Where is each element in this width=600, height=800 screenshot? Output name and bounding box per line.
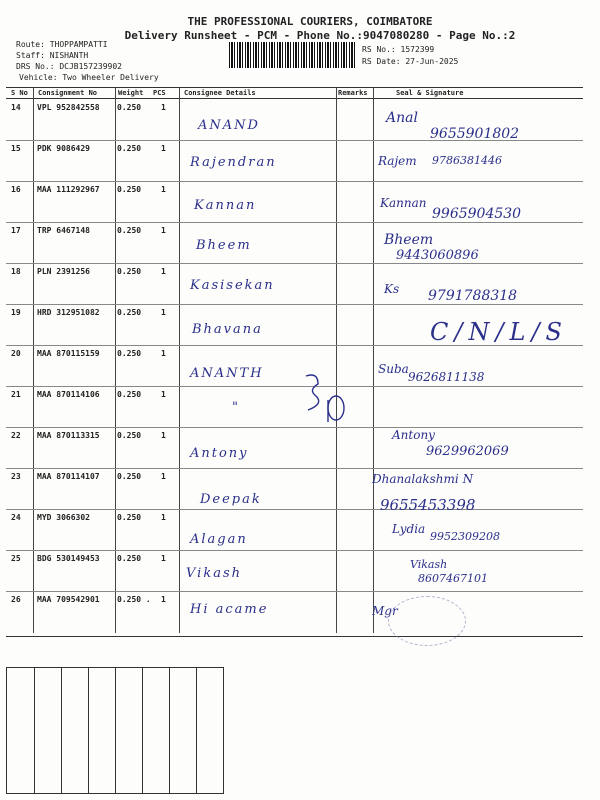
row-pcs: 1 xyxy=(161,226,166,235)
route-label: Route: THOPPAMPATTI xyxy=(16,40,108,49)
row-weight: 0.250 xyxy=(117,349,142,358)
handwritten-consignee: Kasisekan xyxy=(190,278,275,293)
row-weight: 0.250 xyxy=(117,431,142,440)
signature: Kannan xyxy=(380,196,427,210)
bottom-grid-box xyxy=(6,667,224,794)
signature-phone: 9655453398 xyxy=(380,496,476,514)
signature-phone: 9629962069 xyxy=(426,444,509,459)
table-row xyxy=(6,222,583,263)
row-sno: 22 xyxy=(11,431,21,440)
row-weight: 0.250 xyxy=(117,185,142,194)
row-sno: 16 xyxy=(11,185,21,194)
signature: Antony xyxy=(392,428,435,442)
row-consignment: PDK 9086429 xyxy=(37,144,90,153)
row-pcs: 1 xyxy=(161,595,166,604)
company-title: THE PROFESSIONAL COURIERS, COIMBATORE xyxy=(187,15,433,28)
handwritten-consignee: ANANTH xyxy=(190,366,264,381)
row-sno: 21 xyxy=(11,390,21,399)
table-bottom-line xyxy=(6,636,583,637)
signature: Dhanalakshmi N xyxy=(372,472,474,486)
drs-number: DRS No.: DCJB157239902 xyxy=(16,62,122,71)
row-weight: 0.250 xyxy=(117,554,142,563)
row-sno: 24 xyxy=(11,513,21,522)
table-row xyxy=(6,591,583,632)
row-weight: 0.250 xyxy=(117,308,142,317)
row-line xyxy=(6,509,583,510)
row-weight: 0.250 . xyxy=(117,595,151,604)
table-row xyxy=(6,468,583,509)
col-pcs: PCS xyxy=(153,89,166,97)
row-pcs: 1 xyxy=(161,390,166,399)
row-sno: 15 xyxy=(11,144,21,153)
grid-divider xyxy=(115,668,116,793)
row-pcs: 1 xyxy=(161,103,166,112)
signature: Mgr xyxy=(372,604,398,618)
rs-number: RS No.: 1572399 xyxy=(362,45,435,54)
row-weight: 0.250 xyxy=(117,267,142,276)
row-line xyxy=(6,222,583,223)
grid-divider xyxy=(169,668,170,793)
table-header xyxy=(6,88,583,98)
col-consignee: Consignee Details xyxy=(184,89,256,97)
handwritten-consignee: Rajendran xyxy=(190,155,277,170)
row-pcs: 1 xyxy=(161,431,166,440)
row-weight: 0.250 xyxy=(117,472,142,481)
row-line xyxy=(6,427,583,428)
grid-divider xyxy=(61,668,62,793)
row-line xyxy=(6,591,583,592)
table-row xyxy=(6,550,583,591)
vehicle-label: Vehicle: Two Wheeler Delivery xyxy=(19,73,159,82)
row-line xyxy=(6,550,583,551)
row-line xyxy=(6,263,583,264)
row-line xyxy=(6,181,583,182)
row-consignment: VPL 952842558 xyxy=(37,103,100,112)
signature-phone: 9952309208 xyxy=(430,530,500,543)
row-consignment: TRP 6467148 xyxy=(37,226,90,235)
row-pcs: 1 xyxy=(161,185,166,194)
handwritten-consignee: ANAND xyxy=(198,118,260,133)
col-sno: S No xyxy=(11,89,28,97)
handwritten-consignee: Vikash xyxy=(186,566,242,581)
handwritten-scribble xyxy=(298,370,354,430)
handwritten-consignee: Deepak xyxy=(200,492,262,507)
grid-divider xyxy=(88,668,89,793)
signature-phone: 9965904530 xyxy=(432,206,522,222)
staff-label: Staff: NISHANTH xyxy=(16,51,89,60)
signature: Vikash xyxy=(410,558,448,571)
signature-phone: 9655901802 xyxy=(430,126,520,142)
grid-divider xyxy=(34,668,35,793)
row-sno: 23 xyxy=(11,472,21,481)
row-weight: 0.250 xyxy=(117,226,142,235)
signature-phone: 9443060896 xyxy=(396,248,479,263)
handwritten-consignee: Antony xyxy=(190,446,249,461)
signature: Anal xyxy=(386,110,418,126)
signature: Rajem xyxy=(378,154,417,168)
runsheet-subtitle: Delivery Runsheet - PCM - Phone No.:9047080280 - Page No.:2 xyxy=(124,29,516,42)
row-weight: 0.250 xyxy=(117,513,142,522)
row-consignment: MAA 870113315 xyxy=(37,431,100,440)
row-pcs: 1 xyxy=(161,513,166,522)
row-weight: 0.250 xyxy=(117,390,142,399)
barcode xyxy=(229,42,356,68)
signature-phone: 8607467101 xyxy=(418,572,488,585)
col-remarks: Remarks xyxy=(338,89,368,97)
row-weight: 0.250 xyxy=(117,103,142,112)
signature: Lydia xyxy=(392,522,426,536)
signature: Ks xyxy=(384,282,400,296)
row-sno: 26 xyxy=(11,595,21,604)
row-consignment: MAA 709542901 xyxy=(37,595,100,604)
signature: Bheem xyxy=(384,232,434,248)
col-weight: Weight xyxy=(118,89,144,97)
row-line xyxy=(6,468,583,469)
handwritten-consignee: Hi acame xyxy=(190,602,269,617)
row-consignment: MAA 870114106 xyxy=(37,390,100,399)
row-sno: 25 xyxy=(11,554,21,563)
handwritten-consignee: " xyxy=(232,400,240,415)
row-line xyxy=(6,304,583,305)
row-weight: 0.250 xyxy=(117,144,142,153)
row-consignment: MAA 111292967 xyxy=(37,185,100,194)
row-consignment: BDG 530149453 xyxy=(37,554,100,563)
signature-phone: 9791788318 xyxy=(428,288,518,304)
table-row xyxy=(6,345,583,386)
handwritten-consignee: Bheem xyxy=(196,238,252,253)
handwritten-consignee: Bhavana xyxy=(192,322,263,337)
row-pcs: 1 xyxy=(161,144,166,153)
rs-date: RS Date: 27-Jun-2025 xyxy=(362,57,459,66)
row-pcs: 1 xyxy=(161,349,166,358)
row-consignment: MAA 870115159 xyxy=(37,349,100,358)
row-consignment: PLN 2391256 xyxy=(37,267,90,276)
grid-divider xyxy=(196,668,197,793)
row-pcs: 1 xyxy=(161,554,166,563)
row-sno: 17 xyxy=(11,226,21,235)
handwritten-consignee: Kannan xyxy=(194,198,257,213)
col-seal: Seal & Signature xyxy=(396,89,464,97)
row-consignment: MYD 3066302 xyxy=(37,513,90,522)
signature: Suba xyxy=(378,362,409,376)
row-sno: 20 xyxy=(11,349,21,358)
signature: C/N/L/S xyxy=(430,318,568,346)
row-pcs: 1 xyxy=(161,472,166,481)
delivery-stamp xyxy=(388,596,466,646)
handwritten-consignee: Alagan xyxy=(190,532,248,547)
grid-divider xyxy=(142,668,143,793)
row-pcs: 1 xyxy=(161,267,166,276)
signature-phone: 9626811138 xyxy=(408,370,485,384)
row-sno: 19 xyxy=(11,308,21,317)
row-pcs: 1 xyxy=(161,308,166,317)
signature-phone: 9786381446 xyxy=(432,154,502,167)
col-consignment: Consignment No xyxy=(38,89,98,97)
row-consignment: HRD 312951082 xyxy=(37,308,100,317)
row-line xyxy=(6,386,583,387)
table-row xyxy=(6,386,583,427)
row-sno: 18 xyxy=(11,267,21,276)
row-sno: 14 xyxy=(11,103,21,112)
row-consignment: MAA 870114107 xyxy=(37,472,100,481)
